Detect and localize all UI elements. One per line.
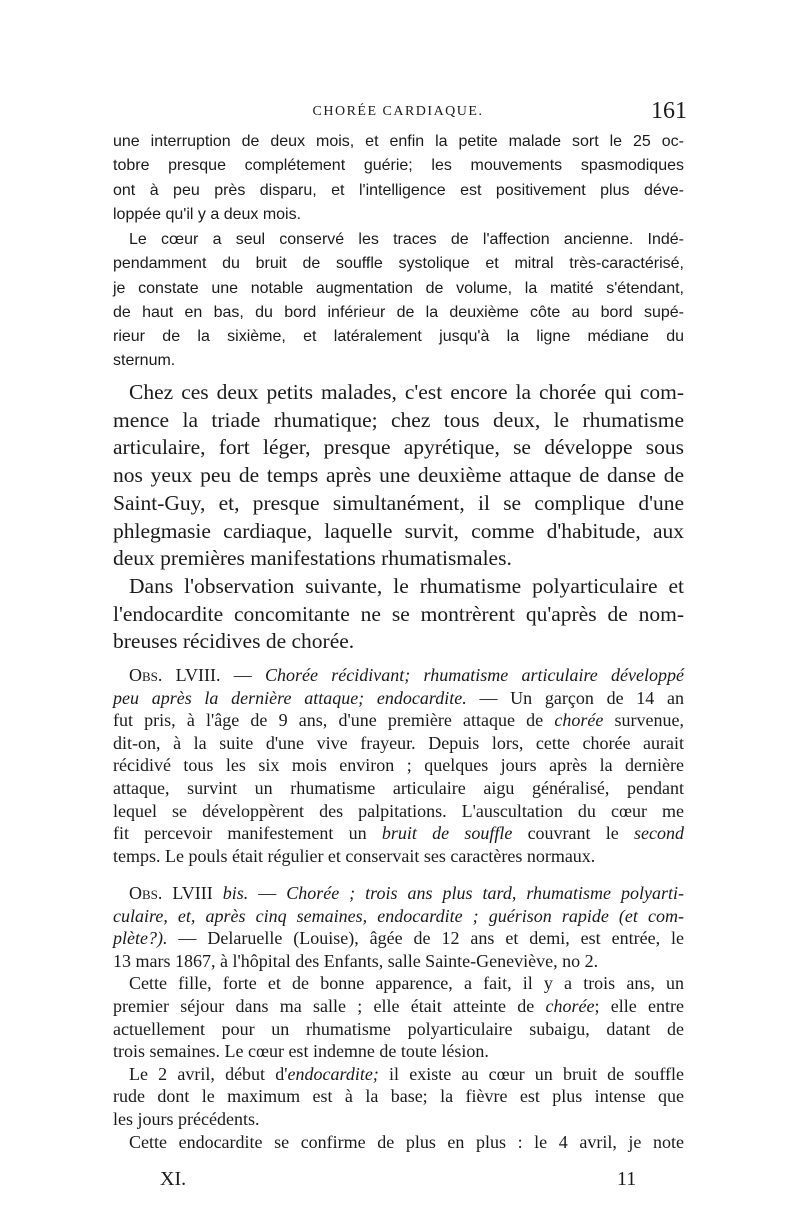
text-line: Cette endocardite se confirme de plus en plus : le 4 avril, je note [129,1131,684,1152]
obs-title-line: culaire, et, après cinq semaines, endocardite ; guérison rapide (et com- [113,905,684,926]
text-line: 13 mars 1867, à l'hôpital des Enfants, salle Sainte-Geneviève, no 2. [113,950,599,971]
text-line: deux premières manifestations rhumatismales. [113,546,512,571]
text-line: sternum. [113,352,176,370]
text-line: pendamment du bruit de souffle systolique et mitral très-caractérisé, [113,255,684,273]
text-line: premier séjour dans ma salle ; elle était atteinte de chorée; elle entre [113,995,684,1016]
page-number: 161 [651,98,687,124]
text-line: actuellement pour un rhumatisme polyarticulaire subaigu, datant de [113,1018,684,1039]
running-title: CHORÉE CARDIAQUE. [312,104,484,119]
text-line: phlegmasie cardiaque, laquelle survit, comme d'habitude, aux [113,518,684,543]
signature-mark: XI. [160,1168,187,1190]
paragraph-recovery [113,130,684,227]
text-line: ont à peu près disparu, et l'intelligence est positivement plus déve- [113,181,684,199]
obs-title: Chorée ; trois ans plus tard, rhumatisme polyarti- [286,883,684,903]
obs-label: Obs. LVIII [129,883,213,903]
text-line: Le cœur a seul conservé les traces de l'affection ancienne. Indé- [129,231,684,248]
signature-number: 11 [617,1168,637,1190]
text-line: Chez ces deux petits malades, c'est encore la chorée qui com- [129,380,684,404]
text-line: Le 2 avril, début d'endocardite; il existe au cœur un bruit de souffle [129,1063,684,1084]
text-line: breuses récidives de chorée. [113,629,355,654]
text-line: lequel se développèrent des palpitations. L'auscultation du cœur me [113,800,684,821]
obs-label: Obs. LVIII. [129,665,221,685]
text-line: rude dont le maximum est à la base; la fièvre est plus intense que [113,1086,684,1107]
obs-title-line: peu après la dernière attaque; endocardite. — Un garçon de 14 an [113,687,685,708]
observation-lviii-bis [113,882,684,1153]
text-line: loppée qu'il y a deux mois. [113,205,302,223]
text-line: Dans l'observation suivante, le rhumatisme polyarticulaire et [129,574,684,598]
text-line: Cette fille, forte et de bonne apparence, a fait, il y a trois ans, un [129,973,684,994]
text-line: articulaire, fort léger, presque apyrétique, se développe sous [113,435,684,460]
observation-lviii [113,664,684,867]
text-line: fit percevoir manifestement un bruit de souffle couvrant le second [113,823,684,844]
text-line: les jours précédents. [113,1108,260,1129]
text-line: trois semaines. Le cœur est indemne de toute lésion. [113,1041,489,1062]
text-line: tobre presque complétement guérie; les mouvements spasmodiques [113,157,684,175]
text-line: une interruption de deux mois, et enfin la petite malade sort le 25 oc- [113,133,684,150]
obs-title-line: Obs. LVIII. — Chorée récidivant; rhumatisme articulaire développé [129,665,684,685]
running-head [113,98,687,126]
paragraph-next-observation [113,573,684,656]
text-line: Saint-Guy, et, presque simultanément, il se complique d'une [113,490,684,515]
text-line: attaque, survint un rhumatisme articulaire aigu généralisé, pendant [113,777,684,798]
obs-title-line: Obs. LVIII bis. — Chorée ; trois ans plus tard, rhumatisme polyarti- [129,883,684,903]
text-line: de haut en bas, du bord inférieur de la deuxième côte au bord supé- [113,303,684,321]
obs-title: Chorée récidivant; rhumatisme articulaire développé [265,665,684,685]
text-line: mence la triade rhumatique; chez tous deux, le rhumatisme [113,407,684,432]
text-line: je constate une notable augmentation de volume, la matité s'étendant, [113,279,684,297]
text-line: plète?). — Delaruelle (Louise), âgée de 12 ans et demi, est entrée, le [113,928,684,949]
paragraph-heart-findings [113,228,684,374]
text-line: l'endocardite concomitante ne se montrèrent qu'après de nom- [113,601,684,626]
text-line: nos yeux peu de temps après une deuxième attaque de danse de [113,463,684,488]
paragraph-rheumatic-triad [113,379,684,573]
text-line: fut pris, à l'âge de 9 ans, d'une première attaque de chorée survenue, [113,710,685,731]
text-line: récidivé tous les six mois environ ; quelques jours après la dernière [113,755,684,776]
text-line: temps. Le pouls était régulier et conservait ses caractères normaux. [113,845,596,866]
text-line: rieur de la sixième, et latéralement jusqu'à la ligne médiane du [113,328,684,346]
text-line: dit-on, à la suite d'une vive frayeur. Depuis lors, cette chorée aurait [113,732,684,753]
